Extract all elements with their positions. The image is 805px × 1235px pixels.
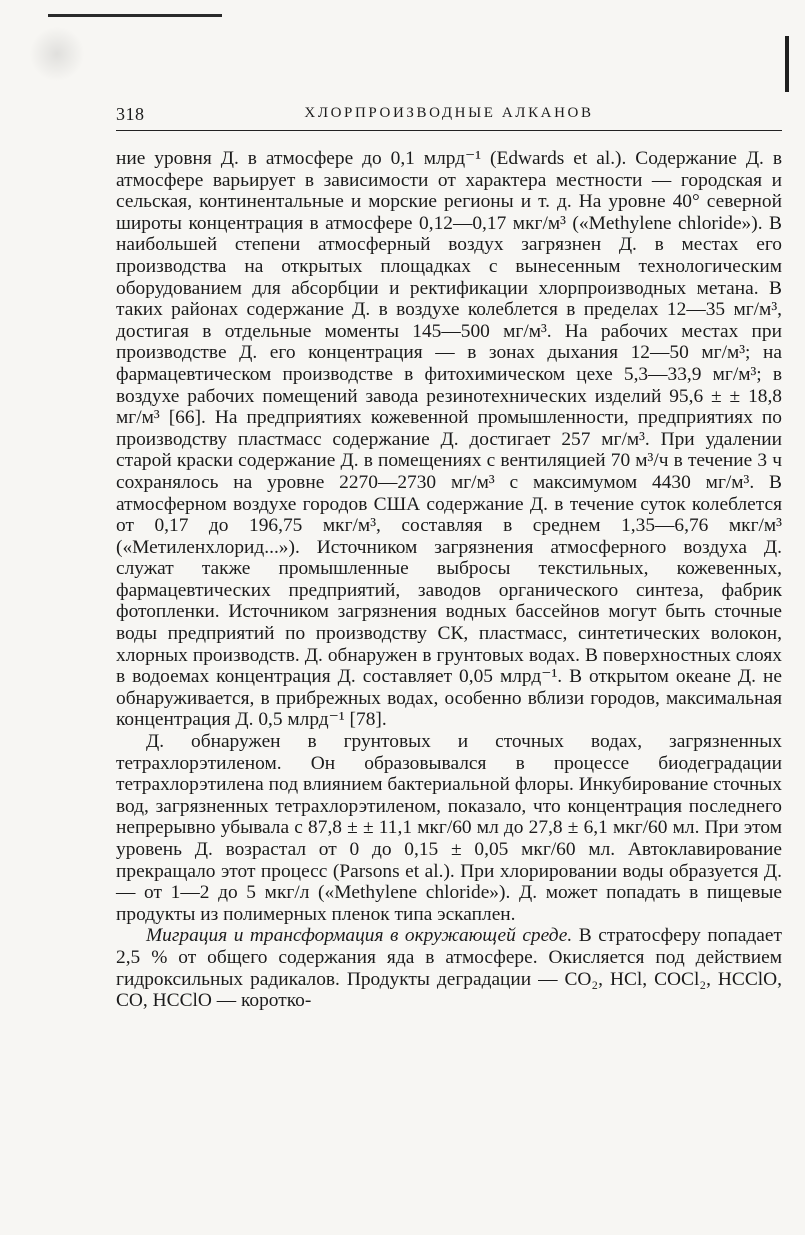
scan-edge-mark [785,36,789,92]
running-title: ХЛОРПРОИЗВОДНЫЕ АЛКАНОВ [304,105,594,121]
page-number: 318 [116,104,145,124]
paragraph-section [116,925,782,1011]
section-lead-italic: Миграция и трансформация в окружающей среде. [146,925,573,947]
paragraph-text: В стратосферу попадает 2,5 % от общего содержания яда в атмосфере. Окисляется под действием гидроксильных радикалов. Продукты деградации — CO₂, HCl, COCl₂, HCClO, CO, HCClO — коротко- [116,925,782,1012]
page-header [116,100,782,131]
paragraph-text: ние уровня Д. в атмосфере до 0,1 млрд⁻¹ (Edwards et al.). Содержание Д. в атмосфере варьирует в зависимости от характера местности — городская и сельская, континентальные и морские регионы и т. д. На уровне 40° северной широты концентрация в атмосфере 0,12—0,17 мкг/м³ («Methylene chloride»). В наибольшей степени атмосферный воздух загрязнен Д. в местах его производства на открытых площадках с вынесенным технологическим оборудованием для абсорбции и ректификации хлорпроизводных метана. В таких районах содержание Д. в воздухе колеблется в пределах 12—35 мг/м³, достигая в отдельные моменты 145—500 мг/м³. На рабочих местах при производстве Д. его концентрация — в зонах дыхания 12—50 мг/м³; на фармацевтическом производстве в фитохимическом цехе 5,3—33,9 мг/м³; в воздухе рабочих помещений завода резинотехнических изделий 95,6 ± ± 18,8 мг/м³ [66]. На предприятиях кожевенной промышленности, предприятиях по производству пластмасс содержание Д. достигает 257 мг/м³. При удалении старой краски содержание Д. в помещениях с вентиляцией 70 м³/ч в течение 3 ч сохранялось на уровне 2270—2730 мг/м³ с максимумом 4430 мг/м³. В атмосферном воздухе городов США содержание Д. в течение суток колеблется от 0,17 до 196,75 мкг/м³, составляя в среднем 1,35—6,76 мкг/м³ («Метиленхлорид...»). Источником загрязнения атмосферного воздуха Д. служат также промышленные выбросы текстильных, кожевенных, фармацевтических предприятий, заводов органического синтеза, фабрик фотопленки. Источником загрязнения водных бассейнов могут быть сточные воды предприятий по производству СК, пластмасс, синтетических волокон, хлорных производств. Д. обнаружен в грунтовых водах. В поверхностных слоях в водоемах концентрация Д. составляет 0,05 млрд⁻¹. В открытом океане Д. не обнаруживается, в прибрежных водах, особенно вблизи городов, максимальная концентрация Д. 0,5 млрд⁻¹ [78]. [116,148,782,731]
top-rule [48,14,222,17]
paragraph [116,731,782,925]
scan-smudge [30,26,84,82]
paragraph-text: Д. обнаружен в грунтовых и сточных водах, загрязненных тетрахлорэтиленом. Он образовывался в процессе биодеградации тетрахлорэтилена под влиянием бактериальной флоры. Инкубирование сточных вод, загрязненных тетрахлорэтиленом, показало, что концентрация последнего непрерывно убывала с 87,8 ± ± 11,1 мкг/60 мл до 27,8 ± 6,1 мкг/60 мл. При этом уровень Д. возрастал от 0 до 0,15 ± 0,05 мкг/60 мл. Автоклавирование прекращало этот процесс (Parsons et al.). При хлорировании воды образуется Д. — от 1—2 до 5 мкг/л («Methylene chloride»). Д. может попадать в пищевые продукты из полимерных пленок типа эскаплен. [116,731,782,925]
body-text [116,148,782,1012]
paragraph-continued [116,148,782,731]
